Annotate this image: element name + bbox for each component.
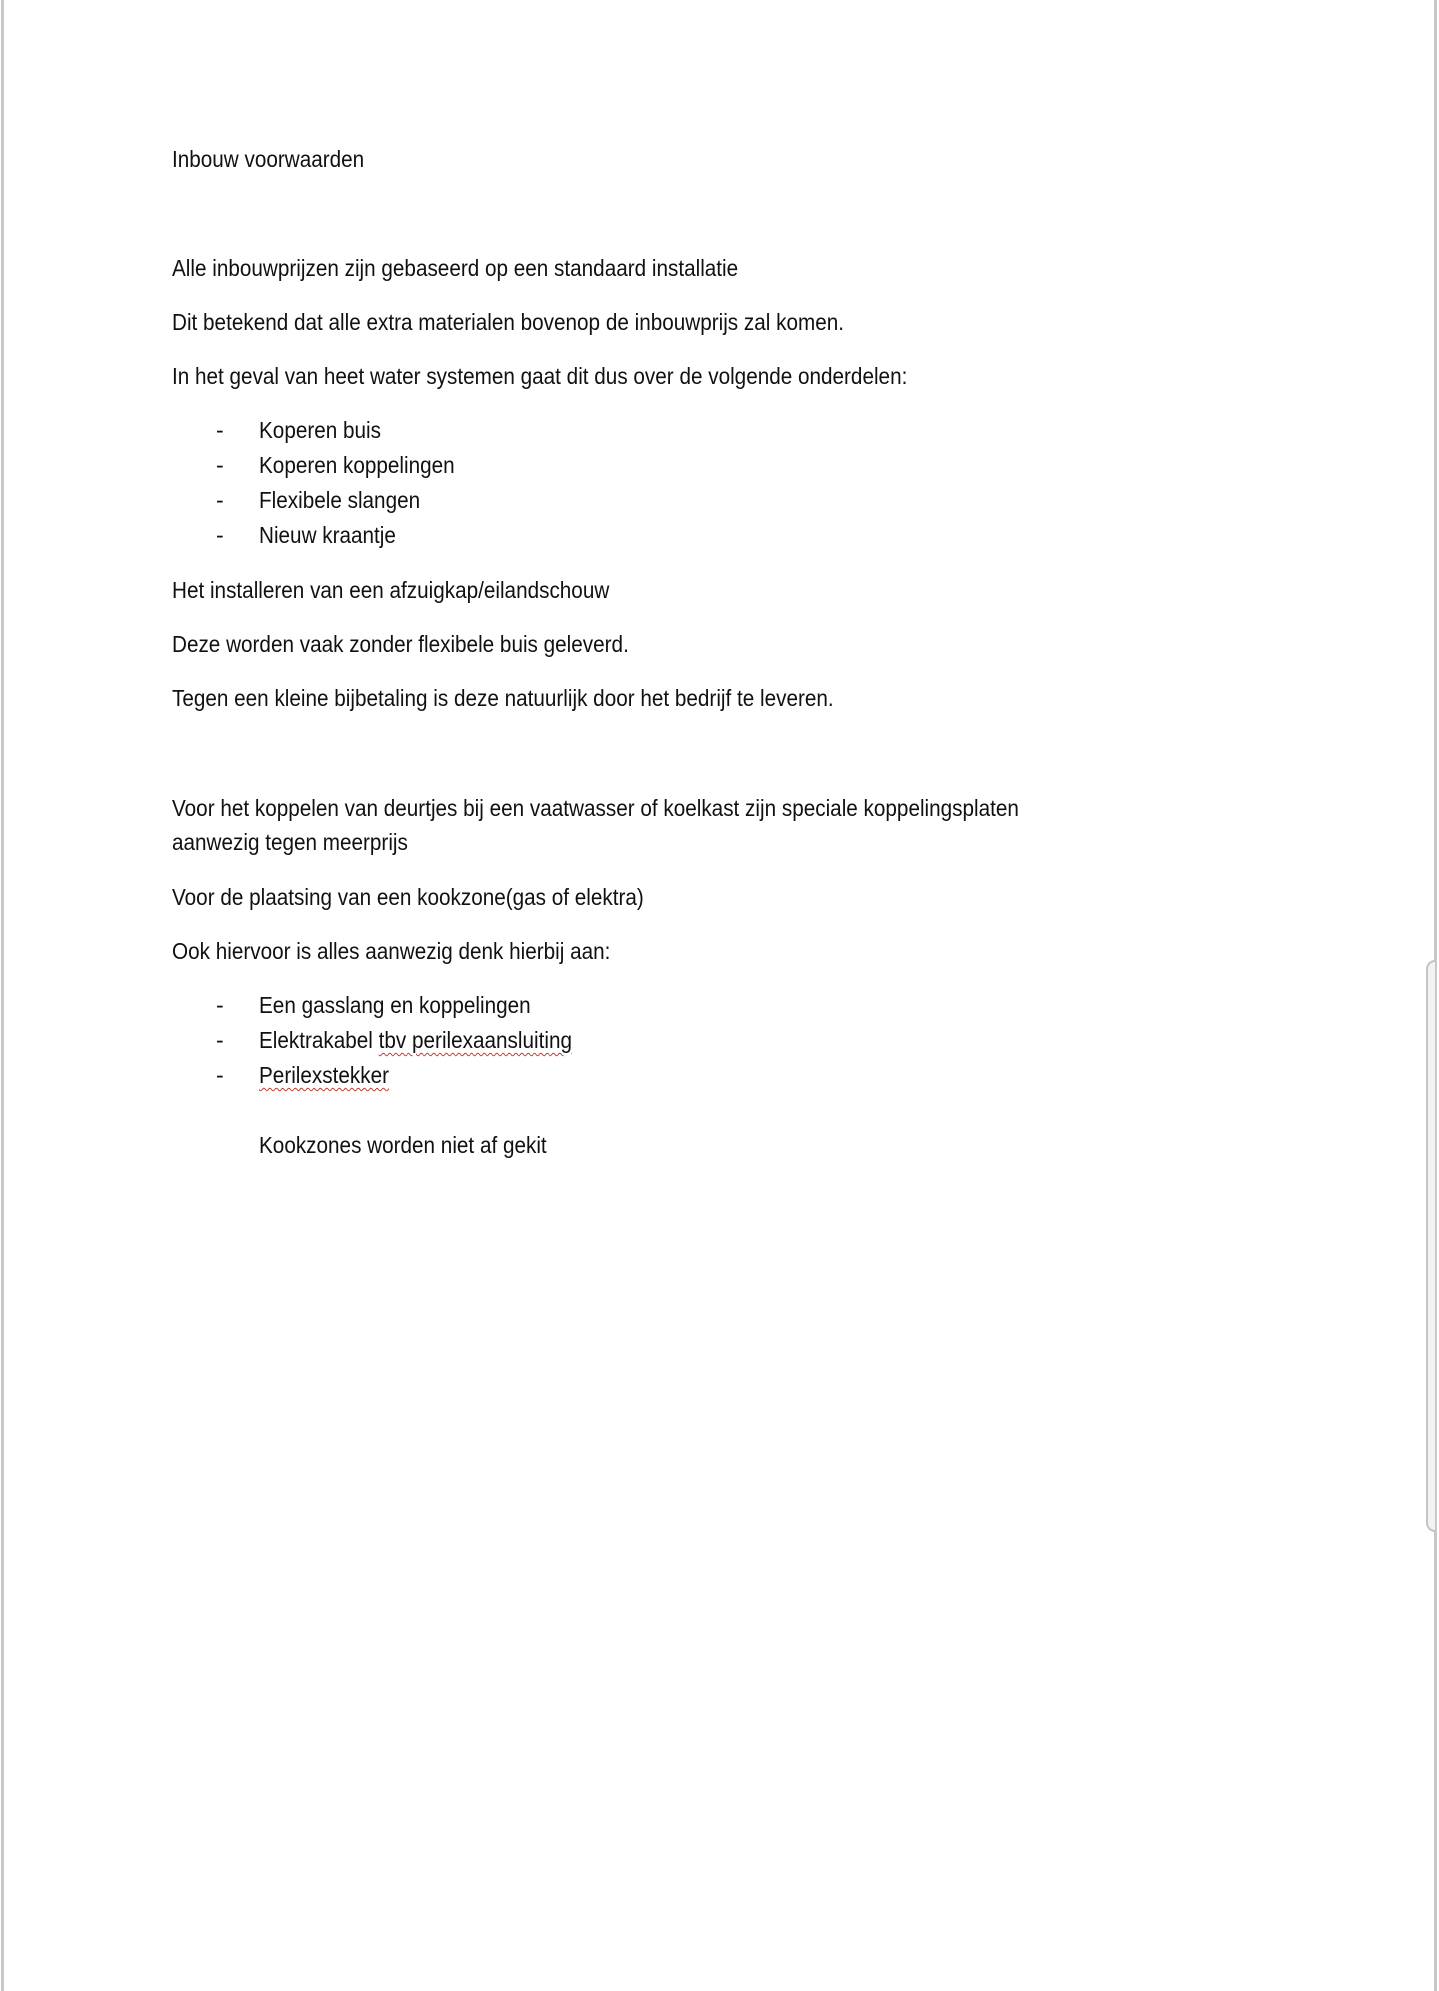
list-item: Nieuw kraantje — [259, 522, 396, 548]
paragraph: Het installeren van een afzuigkap/eilandschouw — [172, 577, 610, 603]
document-title: Inbouw voorwaarden — [172, 146, 365, 172]
paragraph: Alle inbouwprijzen zijn gebaseerd op een standaard installatie — [172, 255, 739, 281]
list-bullet: - — [216, 487, 224, 513]
paragraph: Dit betekend dat alle extra materialen bovenop de inbouwprijs zal komen. — [172, 309, 845, 335]
list-bullet: - — [216, 522, 224, 548]
list-item: Een gasslang en koppelingen — [259, 992, 531, 1018]
list-bullet: - — [216, 452, 224, 478]
list-item — [259, 1060, 389, 1090]
list-item-text: Elektrakabel — [259, 1027, 379, 1053]
list-item: Flexibele slangen — [259, 487, 421, 513]
list-bullet: - — [216, 1062, 224, 1088]
note-text: Kookzones worden niet af gekit — [259, 1132, 547, 1158]
paragraph-line: Voor het koppelen van deurtjes bij een vaatwasser of koelkast zijn speciale koppelingsplaten — [172, 795, 1019, 821]
list-item — [259, 1025, 572, 1055]
list-bullet: - — [216, 1027, 224, 1053]
list-item: Koperen buis — [259, 417, 381, 443]
misspelled-word[interactable]: Perilexstekker — [259, 1062, 389, 1088]
paragraph: In het geval van heet water systemen gaat dit dus over de volgende onderdelen: — [172, 363, 908, 389]
paragraph: Ook hiervoor is alles aanwezig denk hierbij aan: — [172, 938, 611, 964]
list-item: Koperen koppelingen — [259, 452, 455, 478]
paragraph: Deze worden vaak zonder flexibele buis geleverd. — [172, 631, 629, 657]
paragraph-line: aanwezig tegen meerprijs — [172, 829, 408, 855]
paragraph: Tegen een kleine bijbetaling is deze natuurlijk door het bedrijf te leveren. — [172, 685, 834, 711]
paragraph: Voor de plaatsing van een kookzone(gas of elektra) — [172, 884, 644, 910]
list-bullet: - — [216, 992, 224, 1018]
list-bullet: - — [216, 417, 224, 443]
misspelled-word[interactable]: tbv perilexaansluiting — [378, 1027, 572, 1053]
